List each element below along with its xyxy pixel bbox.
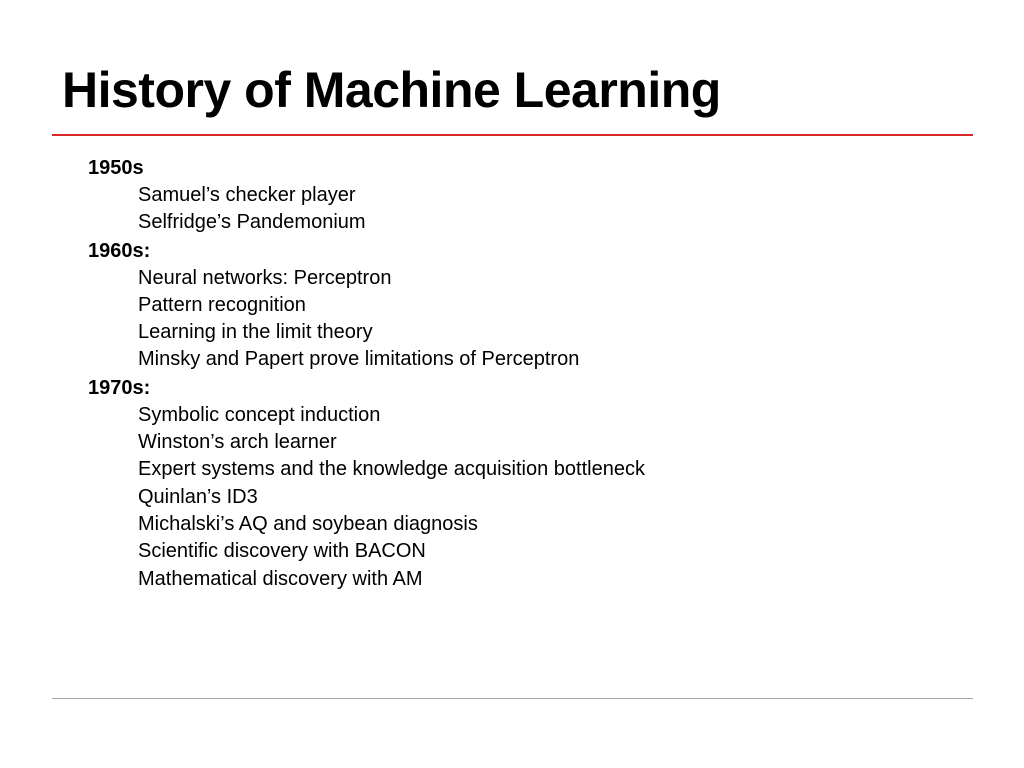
title-divider [52,134,973,136]
event-item: Selfridge’s Pandemonium [138,211,366,234]
event-item: Quinlan’s ID3 [138,485,258,508]
event-item: Learning in the limit theory [138,321,373,344]
decade-heading: 1960s: [88,239,151,262]
event-item: Pattern recognition [138,293,306,316]
event-item: Samuel’s checker player [138,184,356,206]
event-list [88,265,968,374]
decade-1950s [88,154,968,237]
event-item: Michalski’s AQ and soybean diagnosis [138,512,478,535]
event-list [88,402,968,593]
slide-title: History of Machine Learning [62,62,721,118]
event-item: Mathematical discovery with AM [138,567,423,590]
event-item: Scientific discovery with BACON [138,540,426,563]
decade-heading: 1950s [88,157,144,179]
decade-1970s [88,374,968,593]
slide-content [88,154,968,593]
event-item: Winston’s arch learner [138,431,337,454]
event-item: Minsky and Papert prove limitations of Perceptron [138,348,580,371]
event-item: Symbolic concept induction [138,403,381,426]
decade-heading: 1970s: [88,376,151,399]
event-item: Neural networks: Perceptron [138,266,392,289]
event-item: Expert systems and the knowledge acquisition bottleneck [138,458,645,481]
decade-1960s [88,237,968,374]
event-list [88,182,968,237]
footer-divider [52,698,973,699]
